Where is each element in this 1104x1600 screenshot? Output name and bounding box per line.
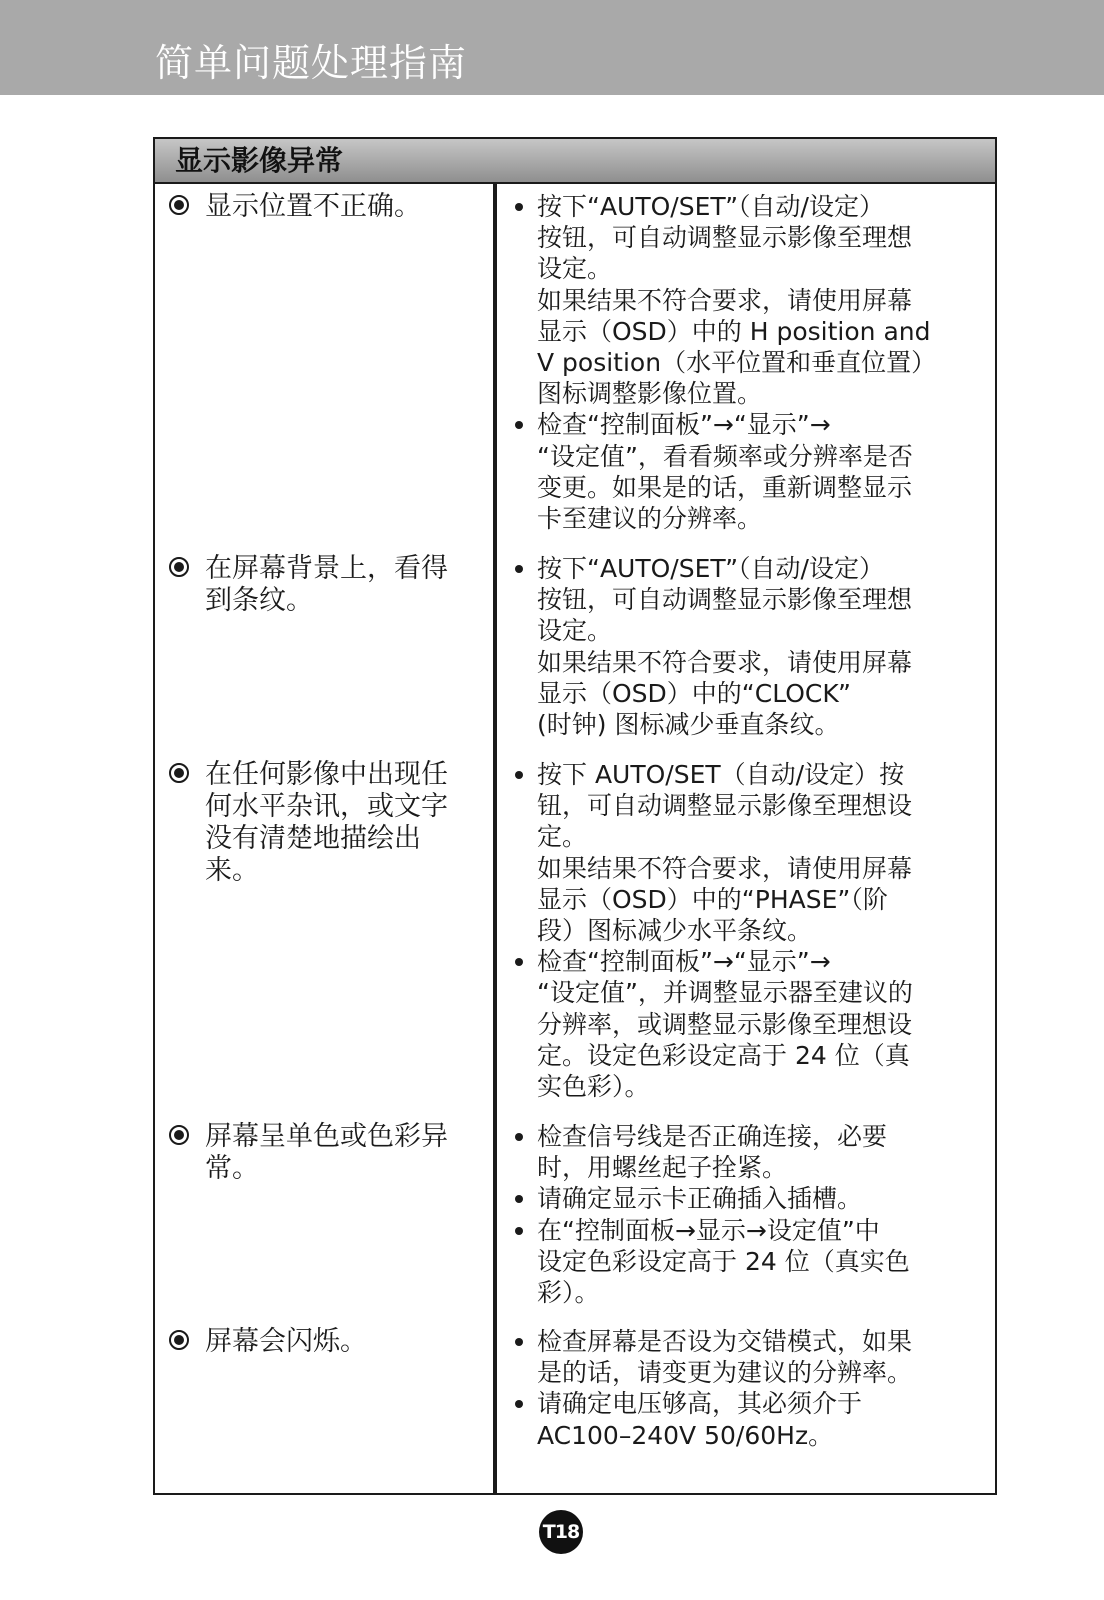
- solution-text: 如果结果不符合要求，请使用屏幕: [537, 853, 913, 883]
- solution-text: 检查“控制面板”→“显示”→: [537, 410, 831, 440]
- solution-text: 显示（OSD）中的“CLOCK”: [537, 678, 851, 708]
- dot-bullet-icon: [515, 565, 523, 573]
- solution-text: 图标调整影像位置。: [537, 379, 763, 409]
- solution-text: 显示（OSD）中的 H position and: [537, 316, 931, 346]
- solution-item: [507, 1326, 953, 1388]
- problem-cell: [169, 1121, 474, 1185]
- problem-text: 在屏幕背景上，看得: [205, 553, 448, 584]
- circle-bullet-icon: [169, 557, 189, 577]
- circle-bullet-icon: [169, 1330, 189, 1350]
- solution-text: 按下“AUTO/SET”（自动/设定）: [537, 192, 884, 221]
- solution-text: 检查屏幕是否设为交错模式，如果: [537, 1327, 913, 1356]
- table-header: [155, 139, 995, 184]
- problem-text: 常。: [205, 1153, 259, 1184]
- solution-cell: [507, 759, 953, 1102]
- dot-bullet-icon: [515, 1400, 523, 1408]
- circle-bullet-icon: [169, 763, 189, 783]
- solution-text: AC100–240V 50/60Hz。: [537, 1420, 834, 1450]
- solution-text: 请确定显示卡正确插入插槽。: [537, 1184, 863, 1214]
- solution-item: [507, 1215, 953, 1309]
- problem-cell: [169, 1326, 474, 1358]
- solution-text: 实色彩）。: [537, 1072, 650, 1102]
- dot-bullet-icon: [515, 1227, 523, 1235]
- problem-text: 何水平杂讯，或文字: [205, 791, 448, 822]
- solution-text: 按下 AUTO/SET（自动/设定）按: [537, 760, 905, 789]
- solution-text: 时，用螺丝起子拴紧。: [537, 1153, 788, 1183]
- solution-text: 如果结果不符合要求，请使用屏幕: [537, 285, 913, 315]
- dot-bullet-icon: [515, 1195, 523, 1203]
- solution-text: 定。: [537, 822, 588, 852]
- page-title: 简单问题处理指南: [155, 41, 468, 85]
- solution-text: 检查信号线是否正确连接，必要: [537, 1122, 888, 1151]
- problem-text: 屏幕会闪烁。: [205, 1326, 367, 1357]
- problem-cell: [169, 191, 474, 223]
- solution-item: [507, 409, 953, 534]
- solution-text: 检查“控制面板”→“显示”→: [537, 947, 831, 977]
- solution-text: 在“控制面板→显示→设定值”中: [537, 1215, 880, 1245]
- solution-item: [507, 946, 953, 1102]
- solution-text: 如果结果不符合要求，请使用屏幕: [537, 647, 913, 677]
- dot-bullet-icon: [515, 771, 523, 779]
- solution-item: [507, 1388, 953, 1450]
- solution-cell: [507, 1121, 953, 1308]
- troubleshooting-table: [153, 137, 997, 1495]
- page-number-badge: T18: [539, 1510, 583, 1554]
- problem-cell: [169, 553, 474, 617]
- solution-item: [507, 191, 953, 409]
- solution-text: 钮，可自动调整显示影像至理想设: [537, 791, 913, 821]
- solution-item: [507, 1183, 953, 1214]
- problem-text: 屏幕呈单色或色彩异: [205, 1121, 448, 1152]
- section-title: 显示影像异常: [175, 144, 344, 177]
- solution-cell: [507, 553, 953, 740]
- solution-cell: [507, 191, 953, 534]
- solution-text: 请确定电压够高，其必须介于: [537, 1389, 863, 1419]
- dot-bullet-icon: [515, 421, 523, 429]
- solution-text: (时钟) 图标减少垂直条纹。: [537, 710, 840, 740]
- solution-item: [507, 553, 953, 740]
- problem-text: 显示位置不正确。: [205, 191, 421, 222]
- column-divider: [493, 184, 497, 1493]
- solution-text: 卡至建议的分辨率。: [537, 504, 763, 534]
- dot-bullet-icon: [515, 958, 523, 966]
- dot-bullet-icon: [515, 1338, 523, 1346]
- problem-cell: [169, 759, 474, 887]
- solution-item: [507, 1121, 953, 1183]
- solution-text: 定。设定色彩设定高于 24 位（真: [537, 1040, 910, 1070]
- solution-text: 按下“AUTO/SET”（自动/设定）: [537, 554, 884, 583]
- solution-text: 显示（OSD）中的“PHASE”（阶: [537, 884, 888, 914]
- solution-text: “设定值”，并调整显示器至建议的: [537, 978, 913, 1008]
- solution-text: 按钮，可自动调整显示影像至理想: [537, 585, 913, 615]
- solution-text: 按钮，可自动调整显示影像至理想: [537, 223, 913, 253]
- dot-bullet-icon: [515, 203, 523, 211]
- solution-text: 彩）。: [537, 1278, 600, 1308]
- problem-text: 在任何影像中出现任: [205, 759, 448, 790]
- solution-text: 分辨率，或调整显示影像至理想设: [537, 1009, 913, 1039]
- solution-text: 段）图标减少水平条纹。: [537, 916, 813, 946]
- problem-text: 到条纹。: [205, 585, 313, 616]
- solution-text: V position（水平位置和垂直位置）: [537, 348, 937, 378]
- header-bar: [0, 0, 1104, 95]
- solution-item: [507, 759, 953, 946]
- solution-text: 设定。: [537, 254, 613, 284]
- circle-bullet-icon: [169, 195, 189, 215]
- solution-text: 设定色彩设定高于 24 位（真实色: [537, 1246, 910, 1276]
- solution-text: “设定值”，看看频率或分辨率是否: [537, 441, 913, 471]
- problem-text: 没有清楚地描绘出来。: [205, 823, 421, 886]
- solution-text: 设定。: [537, 616, 613, 646]
- dot-bullet-icon: [515, 1133, 523, 1141]
- circle-bullet-icon: [169, 1125, 189, 1145]
- solution-cell: [507, 1326, 953, 1451]
- solution-text: 变更。如果是的话，重新调整显示: [537, 472, 913, 502]
- solution-text: 是的话，请变更为建议的分辨率。: [537, 1358, 913, 1388]
